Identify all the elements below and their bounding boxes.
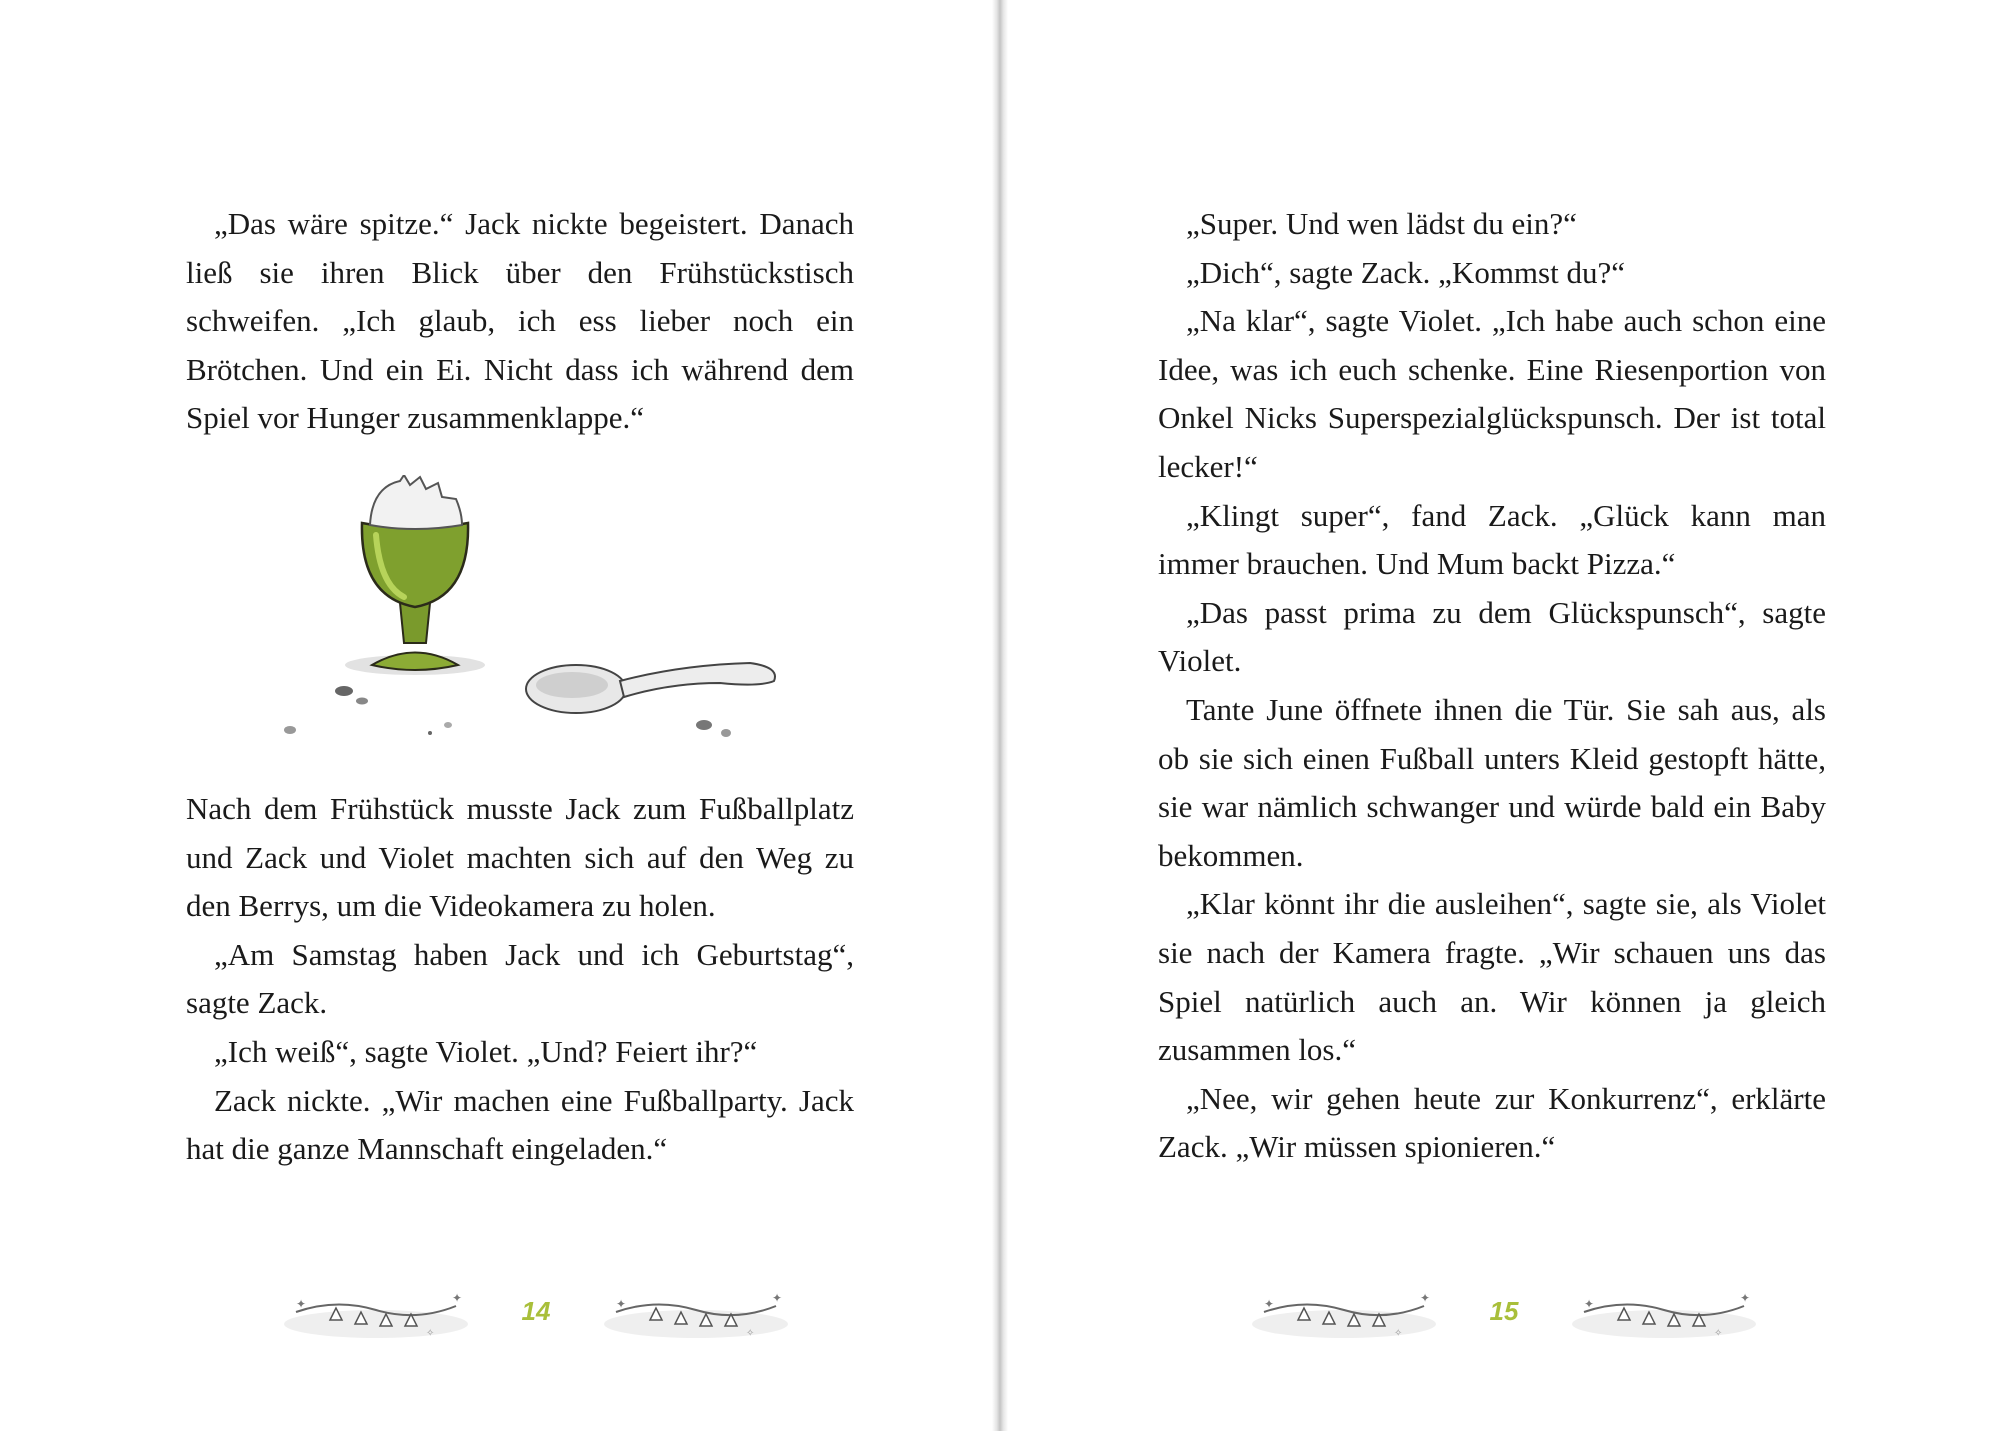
paragraph: Tante June öffnete ihnen die Tür. Sie sah aus, als ob sie sich einen Fußball unters Kleid gestopft hätte, sie war nämlich schwanger und würde bald ein Baby bekommen. — [1158, 691, 1826, 873]
paragraph: „Ich weiß“, sagte Violet. „Und? Feiert ihr?“ — [214, 1033, 758, 1069]
svg-text:✧: ✧ — [746, 1328, 755, 1339]
left-page — [0, 0, 996, 1431]
paragraph: „Klar könnt ihr die ausleihen“, sagte sie, als Violet sie nach der Kamera fragte. „Wir schauen uns das Spiel natürlich auch an. Wir können ja gleich zusammen los.“ — [1158, 886, 1826, 1068]
page-folio — [1244, 1280, 1764, 1350]
svg-text:✦: ✦ — [1420, 1291, 1431, 1305]
flower-vine-ornament-icon — [596, 1280, 796, 1350]
page-number: 15 — [1489, 1296, 1519, 1326]
page-folio — [276, 1280, 796, 1350]
svg-text:✦: ✦ — [616, 1297, 627, 1311]
egg-cup-and-spoon-illustration — [280, 475, 800, 745]
right-text — [1158, 200, 1826, 1172]
svg-text:✧: ✧ — [1714, 1328, 1723, 1339]
svg-text:✦: ✦ — [1584, 1297, 1595, 1311]
svg-text:✦: ✦ — [1264, 1297, 1275, 1311]
paragraph: „Nee, wir gehen heute zur Konkurrenz“, erklärte Zack. „Wir müssen spionieren.“ — [1158, 1080, 1826, 1165]
flower-vine-ornament-icon — [1564, 1280, 1764, 1350]
flower-vine-ornament-icon — [1244, 1280, 1444, 1350]
paragraph: „Na klar“, sagte Violet. „Ich habe auch schon eine Idee, was ich euch schenke. Eine Riesenportion von Onkel Nicks Superspezialglückspunsch. Der ist total lecker!“ — [1158, 303, 1826, 484]
paragraph: „Super. Und wen lädst du ein?“ — [1186, 206, 1577, 241]
svg-text:✦: ✦ — [452, 1291, 463, 1305]
paragraph: Zack nickte. „Wir machen eine Fußballparty. Jack hat die ganze Mannschaft eingeladen.“ — [186, 1082, 854, 1167]
paragraph: „Das passt prima zu dem Glückspunsch“, sagte Violet. — [1158, 594, 1826, 679]
svg-text:✦: ✦ — [296, 1297, 307, 1311]
right-page — [1004, 0, 2000, 1431]
paragraph: „Das wäre spitze.“ Jack nickte begeistert. Danach ließ sie ihren Blick über den Frühstückstisch schweifen. „Ich glaub, ich ess lieber noch ein Brötchen. Und ein Ei. Nicht dass ich während dem Spiel vor Hunger zusammenklappe.“ — [186, 206, 854, 436]
paragraph: „Dich“, sagte Zack. „Kommst du?“ — [1186, 254, 1625, 290]
left-text-top — [186, 200, 854, 443]
svg-text:✧: ✧ — [426, 1328, 435, 1339]
paragraph: „Am Samstag haben Jack und ich Geburtstag“, sagte Zack. — [186, 936, 854, 1021]
page-number: 14 — [521, 1296, 551, 1326]
svg-text:✧: ✧ — [1394, 1328, 1403, 1339]
paragraph: „Klingt super“, fand Zack. „Glück kann man immer brauchen. Und Mum backt Pizza.“ — [1158, 497, 1826, 582]
paragraph: Nach dem Frühstück musste Jack zum Fußballplatz und Zack und Violet machten sich auf den Weg zu den Berrys, um die Videokamera zu holen. — [186, 791, 854, 924]
svg-text:✦: ✦ — [1740, 1291, 1751, 1305]
flower-vine-ornament-icon — [276, 1280, 476, 1350]
svg-text:✦: ✦ — [772, 1291, 783, 1305]
left-text-bottom — [186, 785, 854, 1174]
